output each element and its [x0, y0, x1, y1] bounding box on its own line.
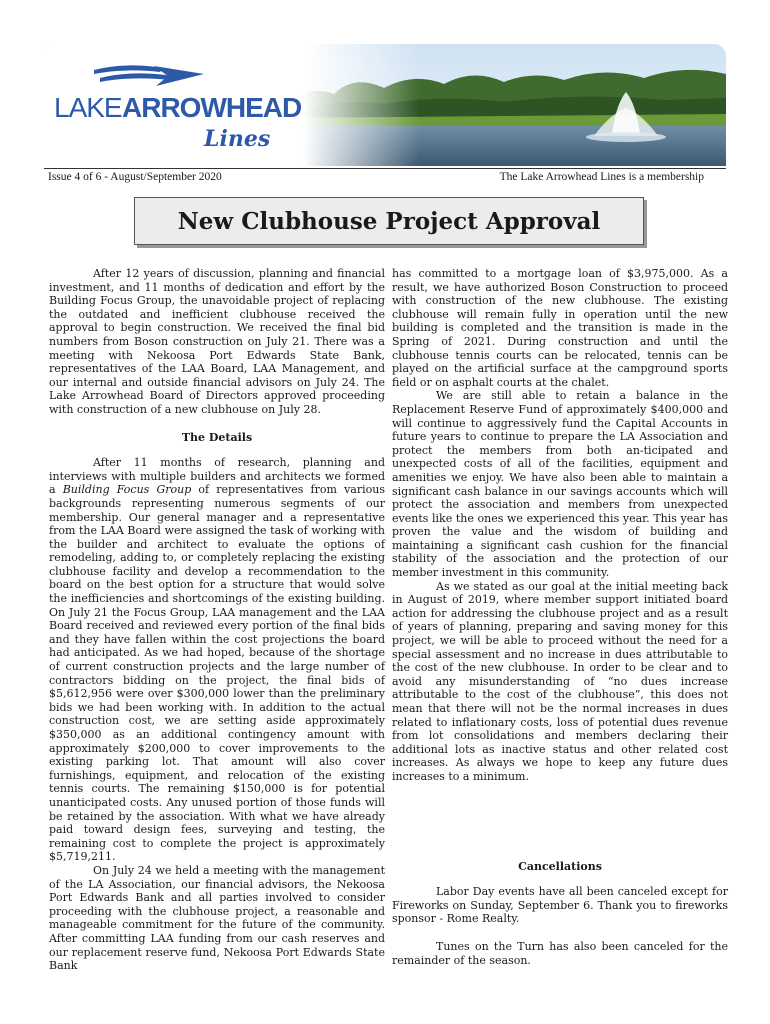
reserve-paragraph: We are still able to retain a balance in the Replacement Reserve Fund of approximately $400,000 and will continue to aggressively fund the Capital Accounts in future years to continue to prepare the LA Association and protect the members from both an-ticipated and unexpected costs of all of the facilities, equipment and amenities we enjoy. We have also been able to maintain a significant cash balance in our savings accounts which will protect the association and members from unexpected events like the ones we experienced this year. This year has proven the value and the wisdom of building and maintaining a significant cash cushion for the financial stability of the association and the protection of our member investment in this community. — [392, 389, 728, 580]
issue-number: Issue 4 of 6 - August/September 2020 — [48, 171, 222, 183]
logo-word-arrowhead: ARROWHEAD — [122, 92, 302, 123]
focus-group-italic: Building Focus Group — [62, 483, 192, 497]
article-headline: New Clubhouse Project Approval — [177, 207, 601, 235]
spacer-small — [392, 926, 728, 940]
intro-paragraph: After 12 years of discussion, planning and financial investment, and 11 months of dedication and effort by the Building Focus Group, the unavoidable project of replacing the outdated and inefficient clubhouse received the approval to begin construction. We received the final bid numbers from Boson construction on July 21. There was a meeting with Nekoosa Port Edwards State Bank, representatives of the LAA Board, LAA Management, and our internal and outside financial advisors on July 24. The Lake Arrowhead Board of Directors approved proceeding with construction of a new clubhouse on July 28. — [49, 267, 385, 416]
tunes-paragraph: Tunes on the Turn has also been canceled for the remainder of the season. — [392, 939, 728, 967]
details-text-b: of representatives from various backgrounds representing numerous segments of our membership. Our general manager and a representative from the LAA Board were assigned the task of working with the builder and architect to evaluate the options of remodeling, adding to, or completely replacing the existing clubhouse facility and develop a recommendation to the board on the best option for a structure that would solve the inefficiencies and shortcomings of the existing building. On July 21 the Focus Group, LAA management and the LAA Board received and reviewed every portion of the final bids and they have fallen within the cost projections the board had anticipated. As we had hoped, because of the shortage of current construction projects and the large number of contractors bidding on the project, the final bids of $5,612,956 were over $300,000 lower than the preliminary bids we had been working with. In addition to the actual construction cost, we are setting aside approximately $350,000 as an additional contingency amount with approximately $200,000 to cover improvements to the existing parking lot. That amount will also cover furnishings, equipment, and relocation of the existing tennis courts. The remaining $150,000 is for potential unanticipated costs. Any unused portion of those funds will be retained by the association. With what we have already paid toward design fees, surveying and testing, the remaining cost to complete the project is approximately $5,719,211. — [49, 483, 385, 864]
headline-box — [134, 197, 644, 245]
spacer — [392, 784, 728, 846]
masthead-tagline: The Lake Arrowhead Lines is a membership — [499, 171, 704, 183]
logo-word-lines: Lines — [204, 126, 271, 152]
details-paragraph-2: On July 24 we held a meeting with the management of the LA Association, our financial advisors, the Nekoosa Port Edwards Bank and all parties involved to consider proceeding with the clubhouse project, a reasonable and manageable commitment for the future of the community. After committing LAA funding from our cash reserves and our replacement reserve fund, Nekoosa Port Edwards State Bank — [49, 863, 385, 973]
dues-paragraph: As we stated as our goal at the initial meeting back in August of 2019, where member support initiated board action for addressing the clubhouse project and as a result of years of planning, preparing and saving money for this project, we will be able to proceed without the need for a special assessment and no increase in dues attributable to the cost of the new clubhouse. In order to be clear and to avoid any misunderstanding of “no dues increase attributable to the cost of the clubhouse”, this does not mean that there will not be the normal increases in dues related to inflationary costs, loss of potential dues revenue from lot consolidations and members declaring their additional lots as inactive status and other related cost increases. As always we hope to keep any future dues increases to a minimum. — [392, 579, 728, 783]
details-heading: The Details — [181, 430, 253, 444]
details-paragraph-1 — [49, 456, 385, 864]
right-column — [392, 267, 728, 967]
details-text-a: After 11 months of research, planning and interviews with multiple builders and architects we formed a — [49, 456, 385, 497]
labor-day-paragraph: Labor Day events have all been canceled except for Fireworks on Sunday, September 6. Thank you to fireworks sponsor - Rome Realty. — [392, 885, 728, 926]
loan-paragraph: has committed to a mortgage loan of $3,975,000. As a result, we have authorized Boson Construction to proceed with construction of the new clubhouse. The existing clubhouse will remain fully in operation until the new building is completed and the transition is made in the Spring of 2021. During construction and until the clubhouse tennis courts can be relocated, tennis can be played on the artificial surface at the campground sports field or on asphalt courts at the chalet. — [392, 267, 728, 389]
masthead-banner — [44, 44, 726, 166]
left-column — [49, 267, 385, 973]
issue-divider — [44, 168, 726, 169]
arrow-logo-icon — [94, 64, 204, 90]
cancellations-heading: Cancellations — [518, 859, 602, 873]
logo-word-lake: LAKE — [54, 92, 122, 123]
